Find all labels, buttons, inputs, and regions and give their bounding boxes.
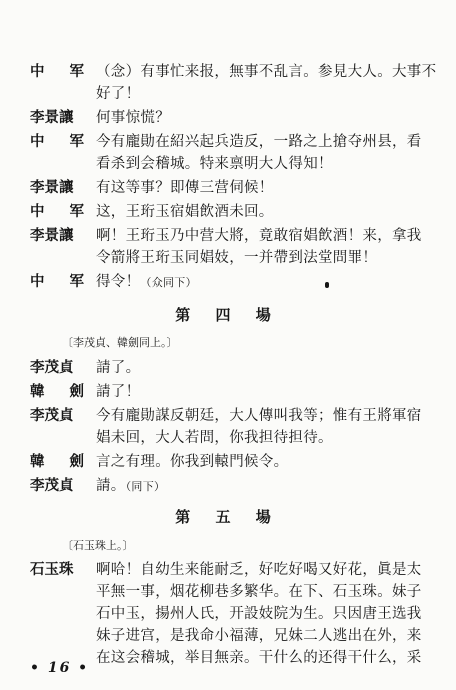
speaker-shi-yuzhu: 石玉珠 [30, 561, 74, 578]
dialogue-line [96, 272, 426, 293]
speaker-zhongjun: 中 军 [30, 273, 95, 290]
dialogue-line: 啊！王珩玉乃中营大將，竟敢宿娼飲酒！来，拿我 [96, 228, 422, 244]
scene-title: 第 五 場 [175, 508, 281, 526]
dialogue-line: 石中玉，揚州人氏，开設妓院为生。只因唐王选我 [96, 606, 422, 622]
dialogue-line: 請了。 [96, 360, 141, 376]
dialogue-text: 得令！ [96, 274, 141, 290]
dialogue-line: 請了！ [96, 384, 141, 400]
dialogue-line: （念）有事忙来报，無事不乱言。参見大人。大事不 [96, 64, 437, 80]
dialogue-line: 好了！ [96, 86, 141, 102]
dialogue-line: 这，王珩玉宿娼飲酒未回。 [96, 204, 274, 220]
dialogue-text: 請。 [96, 478, 126, 494]
speaker-han-jian: 韓 劍 [30, 383, 95, 400]
dialogue-line: 言之有理。你我到轅門候令。 [96, 454, 289, 470]
dialogue-line: 娼未回，大人若問，你我担待担待。 [96, 430, 333, 446]
stage-direction: 〔石玉珠上。〕 [62, 539, 134, 552]
speaker-li-jingrang: 李景讓 [30, 179, 74, 196]
dialogue-line [96, 476, 426, 497]
dialogue-line: 平無一事，烟花柳巷多繁华。在下、石玉珠。妹子 [96, 584, 422, 600]
speaker-zhongjun: 中 军 [30, 63, 95, 80]
speaker-zhongjun: 中 军 [30, 133, 95, 150]
speaker-li-maozhen: 李茂貞 [30, 477, 74, 494]
stage-direction: 〔李茂貞、韓劍同上。〕 [62, 336, 178, 349]
dialogue-line: 看杀到会稽城。特来禀明大人得知！ [96, 156, 333, 172]
dialogue-line: 有这等事？即傳三营伺候！ [96, 180, 274, 196]
dialogue-line: 妹子进宫，是我命小福薄，兄妹二人逃出在外，来 [96, 628, 422, 644]
speaker-li-jingrang: 李景讓 [30, 109, 74, 126]
page-number: • 16 • [30, 660, 90, 676]
ink-mark [325, 282, 329, 288]
dialogue-line: 今有龐勛在紹兴起兵造反，一路之上搶夺州县，看 [96, 134, 422, 150]
dialogue-line: 在这会稽城，举目無亲。干什么的还得干什么，采 [96, 650, 422, 666]
speaker-li-maozhen: 李茂貞 [30, 359, 74, 376]
dialogue-line: 何事惊慌？ [96, 110, 170, 126]
speaker-li-maozhen: 李茂貞 [30, 407, 74, 424]
speaker-han-jian: 韓 劍 [30, 453, 95, 470]
stage-direction: （众同下） [140, 276, 197, 289]
scene-title: 第 四 場 [175, 306, 281, 324]
dialogue-line: 啊哈！自幼生来能耐乏，好吃好喝又好花，眞是太 [96, 562, 422, 578]
speaker-li-jingrang: 李景讓 [30, 227, 74, 244]
speaker-zhongjun: 中 军 [30, 203, 95, 220]
dialogue-line: 今有龐勛謀反朝廷，大人傳叫我等；惟有王將軍宿 [96, 408, 422, 424]
dialogue-line: 令箭將王珩玉同娼妓，一并帶到法堂問罪！ [96, 250, 378, 266]
stage-direction: （同下） [125, 480, 166, 493]
